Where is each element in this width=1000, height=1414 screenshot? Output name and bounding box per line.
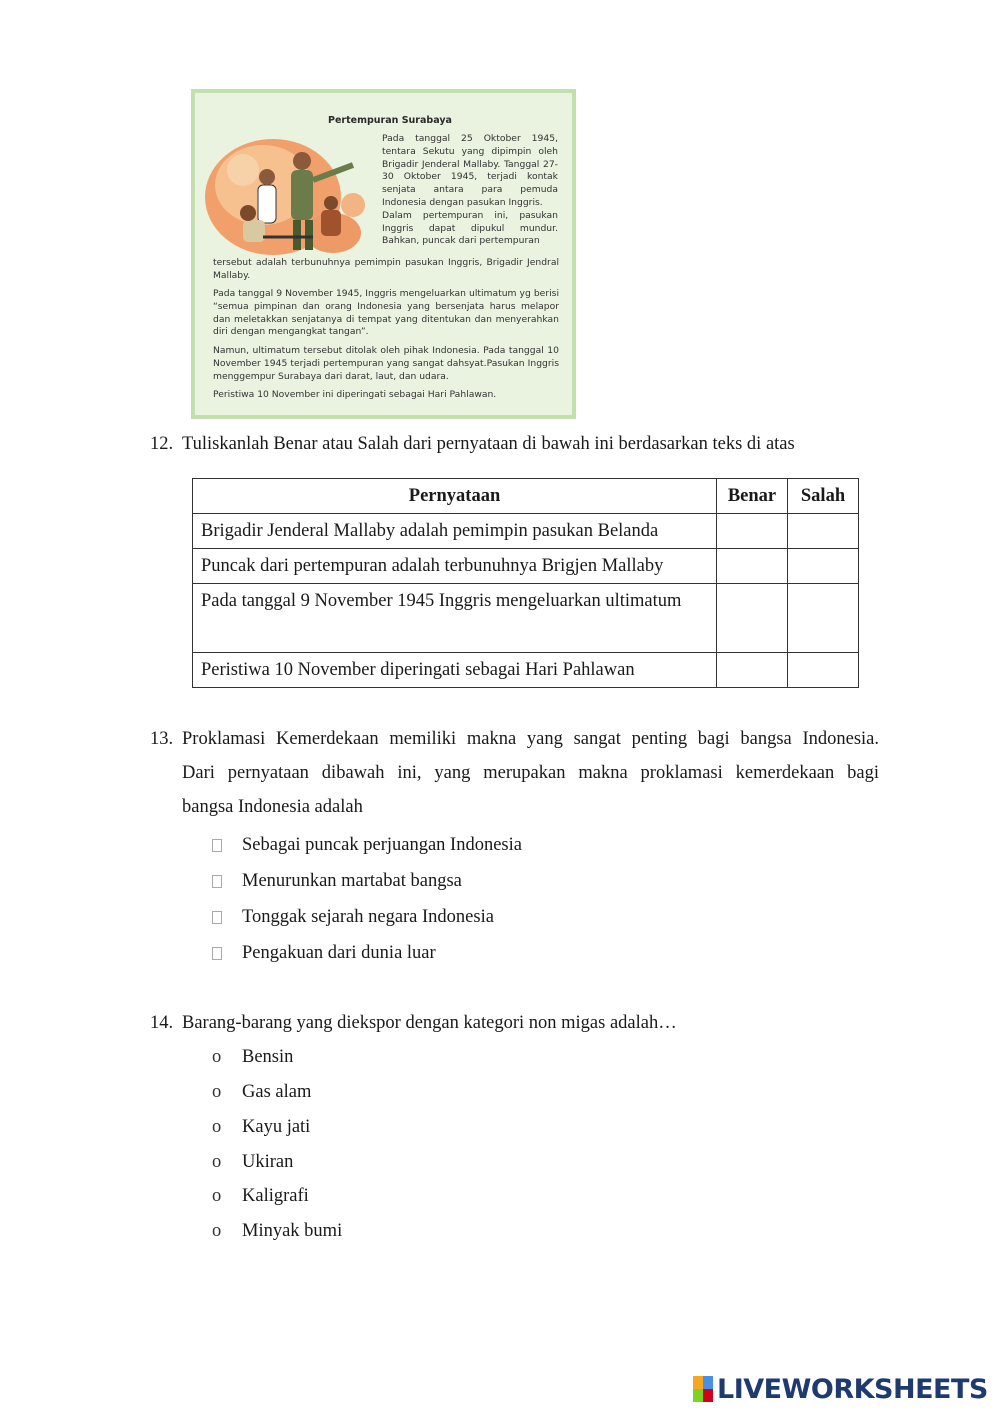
question-text: Tuliskanlah Benar atau Salah dari pernyataan di bawah ini berdasarkan teks di atas: [182, 434, 795, 454]
bullet-icon[interactable]: o: [212, 1152, 222, 1172]
option-label: Pengakuan dari dunia luar: [242, 943, 436, 963]
checkbox-icon[interactable]: [212, 839, 222, 852]
question-text: Barang-barang yang diekspor dengan kategori non migas adalah…: [182, 1013, 677, 1033]
statement-cell: Puncak dari pertempuran adalah terbunuhnya Brigjen Mallaby: [193, 549, 717, 584]
bullet-icon[interactable]: o: [212, 1047, 222, 1067]
question-line-2: Dari pernyataan dibawah ini, yang merupakan makna proklamasi kemerdekaan bagi: [182, 763, 879, 783]
bullet-icon[interactable]: o: [212, 1221, 222, 1241]
card-paragraph-3: Pada tanggal 9 November 1945, Inggris mengeluarkan ultimatum yg berisi “semua pimpinan dan orang Indonesia yang bersenjata harus melapor dan meletakkan senjatanya di tempat yang ditentukan dan menyerahkan diri dengan mengangkat tangan”.: [213, 288, 559, 338]
question-line-1: Proklamasi Kemerdekaan memiliki makna yang sangat penting bagi bangsa Indonesia.: [182, 729, 879, 749]
question-line-3: bangsa Indonesia adalah: [182, 797, 363, 817]
option-label: Gas alam: [242, 1082, 312, 1102]
benar-answer-cell[interactable]: [717, 514, 788, 549]
bullet-icon[interactable]: o: [212, 1186, 222, 1206]
salah-answer-cell[interactable]: [788, 514, 859, 549]
reading-card: [191, 89, 576, 419]
card-paragraph-2: tersebut adalah terbunuhnya pemimpin pasukan Inggris, Brigadir Jendral Mallaby.: [213, 257, 559, 281]
question-12: [150, 427, 870, 461]
statement-cell: Peristiwa 10 November diperingati sebagai Hari Pahlawan: [193, 653, 717, 688]
card-paragraph-4: Namun, ultimatum tersebut ditolak oleh pihak Indonesia. Pada tanggal 10 November 1945 terjadi pertempuran yang sangat dahsyat.Pasukan Inggris menggempur Surabaya dari darat, laut, dan udara.: [213, 345, 559, 382]
logo-text: LIVEWORKSHEETS: [717, 1373, 988, 1405]
option-label: Kayu jati: [242, 1117, 311, 1137]
benar-answer-cell[interactable]: [717, 584, 788, 653]
question-13: [150, 722, 880, 826]
card-paragraph-5: Peristiwa 10 November ini diperingati sebagai Hari Pahlawan.: [213, 389, 497, 400]
header-salah: Salah: [788, 479, 859, 514]
question-number: 13.: [150, 729, 174, 749]
bullet-icon[interactable]: o: [212, 1082, 222, 1102]
checkbox-icon[interactable]: [212, 911, 222, 924]
table-row: [193, 514, 859, 549]
statement-cell: Brigadir Jenderal Mallaby adalah pemimpin pasukan Belanda: [193, 514, 717, 549]
question-number: 12.: [150, 434, 174, 454]
table-row: [193, 584, 859, 653]
table-row: [193, 653, 859, 688]
card-paragraph-1: Pada tanggal 25 Oktober 1945, tentara Sekutu yang dipimpin oleh Brigadir Jenderal Mallaby. Tanggal 27-30 Oktober 1945, terjadi kontak senjata antara para pemuda Indonesia dengan pasukan Inggris. Dalam pertempuran ini, pasukan Inggris dapat dipukul mundur. Bahkan, puncak dari pertempuran: [382, 133, 558, 247]
option-label: Bensin: [242, 1047, 294, 1067]
benar-answer-cell[interactable]: [717, 549, 788, 584]
option-label: Ukiran: [242, 1152, 294, 1172]
card-title: Pertempuran Surabaya: [328, 115, 452, 126]
header-statement: Pernyataan: [193, 479, 717, 514]
question-number: 14.: [150, 1013, 174, 1033]
salah-answer-cell[interactable]: [788, 584, 859, 653]
option-label: Kaligrafi: [242, 1186, 309, 1206]
table-row: [193, 549, 859, 584]
salah-answer-cell[interactable]: [788, 549, 859, 584]
header-benar: Benar: [717, 479, 788, 514]
checkbox-icon[interactable]: [212, 947, 222, 960]
logo-icon: [693, 1376, 713, 1402]
battle-illustration: [203, 125, 383, 257]
true-false-table: [192, 478, 859, 688]
option-label: Menurunkan martabat bangsa: [242, 871, 462, 891]
bullet-icon[interactable]: o: [212, 1117, 222, 1137]
statement-cell: Pada tanggal 9 November 1945 Inggris mengeluarkan ultimatum: [193, 584, 717, 653]
liveworksheets-logo: [693, 1374, 988, 1404]
salah-answer-cell[interactable]: [788, 653, 859, 688]
benar-answer-cell[interactable]: [717, 653, 788, 688]
option-label: Sebagai puncak perjuangan Indonesia: [242, 835, 522, 855]
checkbox-icon[interactable]: [212, 875, 222, 888]
question-14: [150, 1006, 870, 1040]
option-label: Minyak bumi: [242, 1221, 343, 1241]
option-label: Tonggak sejarah negara Indonesia: [242, 907, 494, 927]
